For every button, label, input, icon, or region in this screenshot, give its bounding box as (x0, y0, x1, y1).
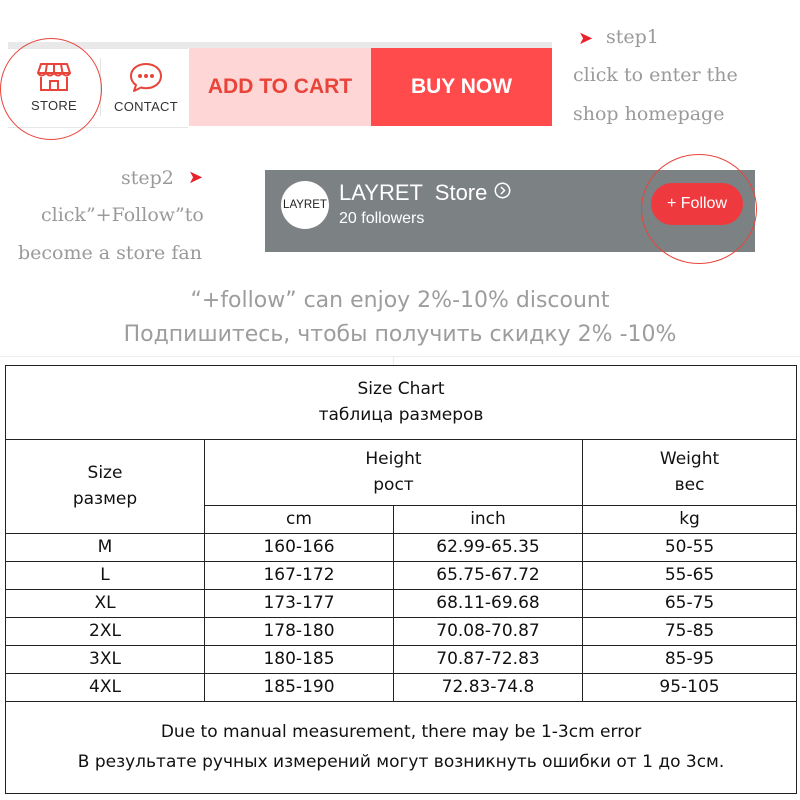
chat-bubble-icon (128, 61, 164, 93)
size-chart-title (6, 366, 797, 440)
size-cell: 2XL (6, 618, 205, 646)
cm-cell: 185-190 (205, 674, 394, 702)
cm-cell: 180-185 (205, 646, 394, 674)
inch-cell: 65.75-67.72 (394, 562, 583, 590)
kg-cell: 95-105 (583, 674, 797, 702)
height-header-russian: рост (373, 474, 414, 495)
kg-cell: 85-95 (583, 646, 797, 674)
kg-cell: 65-75 (583, 590, 797, 618)
weight-header-russian: вес (674, 474, 705, 495)
step1-line1: click to enter the (573, 64, 738, 86)
cm-cell: 178-180 (205, 618, 394, 646)
highlight-circle-store (0, 38, 102, 140)
table-row (6, 590, 797, 618)
chevron-right-circle-icon (494, 182, 511, 199)
inch-cell: 70.87-72.83 (394, 646, 583, 674)
store-name-text: LAYRET Store (339, 180, 488, 205)
add-to-cart-button[interactable]: ADD TO CART (189, 48, 371, 126)
kg-cell: 55-65 (583, 562, 797, 590)
table-row (6, 562, 797, 590)
store-name[interactable] (339, 180, 511, 206)
size-cell: L (6, 562, 205, 590)
arrow-right-icon: ➤ (188, 167, 204, 188)
promo-english: “+follow” can enjoy 2%-10% discount (190, 288, 610, 313)
weight-header-english: Weight (659, 449, 720, 470)
height-header (205, 440, 583, 506)
step2-line2: become a store fan (18, 242, 202, 264)
size-header-russian: размер (72, 488, 138, 509)
size-cell: XL (6, 590, 205, 618)
size-cell: M (6, 534, 205, 562)
table-row (6, 618, 797, 646)
highlight-circle-follow (641, 154, 757, 264)
inch-cell: 62.99-65.35 (394, 534, 583, 562)
step2-line1: click”+Follow”to (41, 204, 204, 226)
kg-cell: 75-85 (583, 618, 797, 646)
note-russian: В результате ручных измерений могут возникнуть ошибки от 1 до 3см. (77, 752, 725, 772)
size-header-english: Size (87, 463, 123, 484)
inch-cell: 70.08-70.87 (394, 618, 583, 646)
note-english: Due to manual measurement, there may be 1-3cm error (160, 721, 642, 742)
title-russian: таблица размеров (318, 405, 484, 425)
cm-cell: 173-177 (205, 590, 394, 618)
size-header (6, 440, 205, 534)
table-row (6, 534, 797, 562)
unit-cm: cm (205, 506, 394, 534)
step1-line2: shop homepage (573, 103, 725, 125)
table-row (6, 674, 797, 702)
size-cell: 4XL (6, 674, 205, 702)
size-cell: 3XL (6, 646, 205, 674)
unit-inch: inch (394, 506, 583, 534)
arrow-left-icon: ➤ (578, 28, 594, 49)
size-chart-table (5, 365, 797, 794)
step1-title: step1 (606, 26, 659, 48)
table-row (6, 646, 797, 674)
follow-button[interactable]: + Follow (651, 183, 743, 225)
weight-header (583, 440, 797, 506)
cm-cell: 160-166 (205, 534, 394, 562)
contact-button[interactable] (104, 48, 188, 126)
inch-cell: 68.11-69.68 (394, 590, 583, 618)
title-english: Size Chart (357, 378, 445, 399)
store-label: STORE (30, 97, 78, 113)
measurement-note (6, 702, 797, 794)
promo-russian: Подпишитесь, чтобы получить скидку 2% -10% (123, 322, 677, 347)
buy-now-button[interactable]: BUY NOW (371, 48, 552, 126)
store-followers: 20 followers (339, 210, 425, 227)
cm-cell: 167-172 (205, 562, 394, 590)
contact-label: CONTACT (114, 98, 178, 114)
height-header-english: Height (365, 449, 422, 470)
inch-cell: 72.83-74.8 (394, 674, 583, 702)
kg-cell: 50-55 (583, 534, 797, 562)
step2-title: step2 (121, 167, 174, 189)
store-logo[interactable]: LAYRET (281, 181, 329, 229)
unit-kg: kg (583, 506, 797, 534)
